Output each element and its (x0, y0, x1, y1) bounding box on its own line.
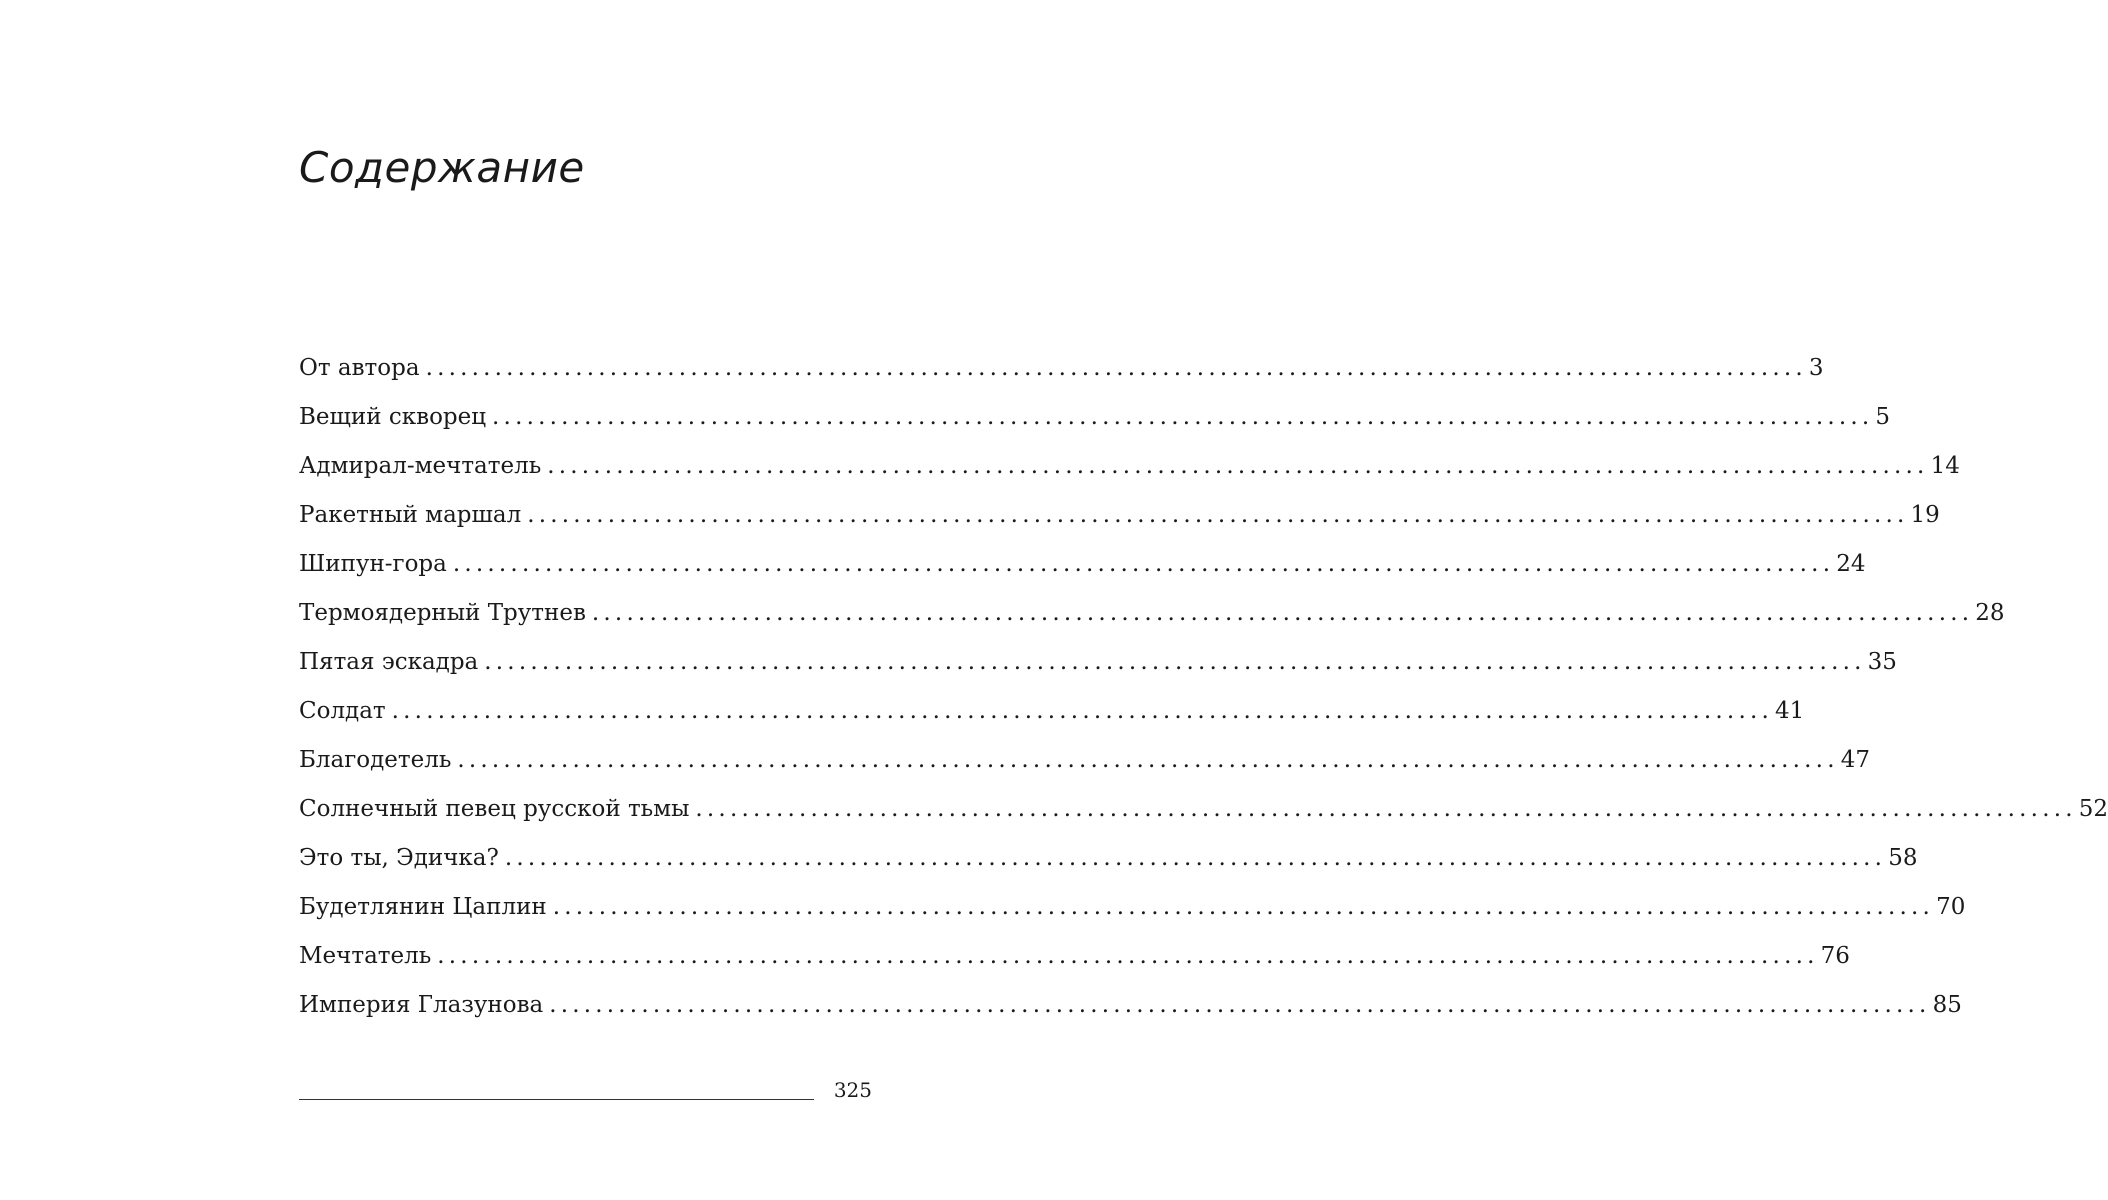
dot-leader: ........................................................................................................................ (425, 355, 1807, 381)
toc-entry-page: 41 (1774, 698, 1805, 724)
toc-entry-title: Шипун-гора (299, 551, 447, 577)
dot-leader: ........................................................................................................................ (492, 404, 1874, 430)
toc-entry-page: 70 (1936, 894, 1966, 920)
toc-entry-page: 19 (1910, 502, 1940, 528)
toc-entry-title: Ракетный маршал (299, 502, 522, 528)
table-of-contents (299, 344, 2108, 1030)
toc-entry-title: От автора (299, 355, 420, 381)
dot-leader: ........................................................................................................................ (452, 551, 1835, 577)
toc-entry-page: 5 (1875, 404, 1891, 430)
toc-entry-title: Вещий скворец (299, 404, 487, 430)
toc-entry-page: 28 (1975, 600, 2005, 626)
toc-entry[interactable] (299, 344, 1824, 393)
dot-leader: ........................................................................................................................ (695, 796, 2077, 822)
dot-leader: ........................................................................................................................ (484, 649, 1866, 675)
toc-entry[interactable] (299, 393, 1891, 442)
toc-entry[interactable] (299, 589, 2005, 638)
dot-leader: ........................................................................................................................ (591, 600, 1974, 626)
toc-entry-page: 35 (1867, 649, 1897, 675)
toc-entry-title: Солнечный певец русской тьмы (299, 796, 690, 822)
toc-entry[interactable] (299, 491, 1940, 540)
footer-divider (299, 1099, 814, 1100)
toc-entry-title: Термоядерный Трутнев (299, 600, 586, 626)
toc-entry-page: 24 (1836, 551, 1866, 577)
toc-entry-page: 14 (1930, 453, 1960, 479)
toc-entry-title: Пятая эскадра (299, 649, 479, 675)
dot-leader: ........................................................................................................................ (391, 698, 1773, 724)
toc-entry-page: 3 (1808, 355, 1824, 381)
page-title: Содержание (299, 143, 585, 192)
dot-leader: ........................................................................................................................ (527, 502, 1909, 528)
toc-entry-page: 58 (1888, 845, 1918, 871)
page-number: 325 (833, 1078, 872, 1102)
toc-entry[interactable] (299, 785, 2108, 834)
dot-leader: ........................................................................................................................ (457, 747, 1839, 773)
toc-entry[interactable] (299, 687, 1805, 736)
toc-entry-title: Благодетель (299, 747, 452, 773)
toc-entry-page: 76 (1820, 943, 1850, 969)
toc-entry-title: Мечтатель (299, 943, 432, 969)
toc-entry[interactable] (299, 883, 1966, 932)
toc-entry-title: Адмирал-мечтатель (299, 453, 542, 479)
dot-leader: ........................................................................................................................ (437, 943, 1819, 969)
toc-entry-page: 85 (1932, 992, 1962, 1018)
toc-entry[interactable] (299, 638, 1897, 687)
toc-entry[interactable] (299, 736, 1870, 785)
dot-leader: ........................................................................................................................ (552, 894, 1935, 920)
toc-entry-title: Будетлянин Цаплин (299, 894, 547, 920)
toc-entry-title: Империя Глазунова (299, 992, 544, 1018)
toc-entry[interactable] (299, 540, 1866, 589)
toc-entry-title: Это ты, Эдичка? (299, 845, 499, 871)
toc-entry[interactable] (299, 981, 1962, 1030)
toc-entry[interactable] (299, 932, 1850, 981)
toc-entry-page: 47 (1840, 747, 1870, 773)
toc-entry-page: 52 (2078, 796, 2108, 822)
dot-leader: ........................................................................................................................ (547, 453, 1929, 479)
toc-entry-title: Солдат (299, 698, 386, 724)
dot-leader: ........................................................................................................................ (504, 845, 1887, 871)
toc-entry[interactable] (299, 834, 1918, 883)
dot-leader: ........................................................................................................................ (549, 992, 1931, 1018)
toc-entry[interactable] (299, 442, 1960, 491)
